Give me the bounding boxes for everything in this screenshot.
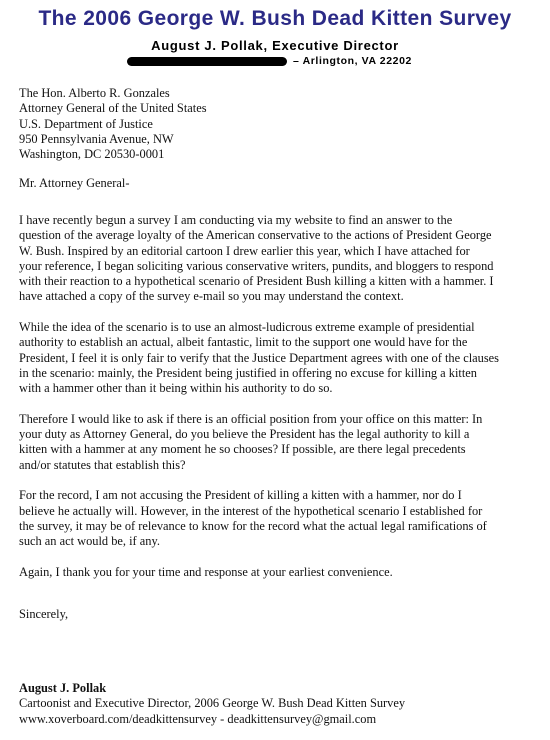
recipient-line: Attorney General of the United States xyxy=(19,101,207,116)
body-line: the survey, it may be of relevance to know for the record what the actual legal ramifications of xyxy=(19,518,487,533)
body-line: question of the average loyalty of the American conservative to the actions of President George xyxy=(19,228,492,243)
body-paragraph-5 xyxy=(19,565,534,580)
body-line: W. Bush. Inspired by an editorial cartoon I drew earlier this year, which I have attached for xyxy=(19,243,470,258)
body-paragraph-2 xyxy=(19,320,534,396)
body-line: with their reaction to a hypothetical scenario of President Bush killing a kitten with a hammer. I xyxy=(19,274,494,289)
body-line: Again, I thank you for your time and response at your earliest convenience. xyxy=(19,564,393,579)
letterhead-title: The 2006 George W. Bush Dead Kitten Survey xyxy=(38,7,512,30)
salutation: Mr. Attorney General- xyxy=(19,176,130,190)
body-line: in the scenario: mainly, the President being justified in offering no excuse for killing a kitten xyxy=(19,365,477,380)
recipient-line: Washington, DC 20530-0001 xyxy=(19,147,165,162)
body-paragraph-1 xyxy=(19,213,534,305)
body-line: For the record, I am not accusing the President of killing a kitten with a hammer, nor do I xyxy=(19,488,462,503)
recipient-line: 950 Pennsylvania Avenue, NW xyxy=(19,131,174,146)
body-line: I have recently begun a survey I am conducting via my website to find an answer to the xyxy=(19,213,453,227)
signature-block xyxy=(19,681,534,727)
body-line: President, I feel it is only fair to verify that the Justice Department agrees with one of the clauses xyxy=(19,350,499,365)
body-line: believe he actually will. However, in the interest of the hypothetical scenario I established for xyxy=(19,503,483,518)
letterhead-address xyxy=(127,55,547,71)
body-line: and/or statutes that establish this? xyxy=(19,457,186,472)
letterhead-city: – Arlington, VA 22202 xyxy=(293,55,412,68)
body-paragraph-4 xyxy=(19,488,534,549)
recipient-line: U.S. Department of Justice xyxy=(19,116,153,131)
body-line: such an act would be, if any. xyxy=(19,534,160,549)
body-line: Therefore I would like to ask if there is an official position from your office on this matter: In xyxy=(19,411,483,426)
body-line: While the idea of the scenario is to use an almost-ludicrous extreme example of presidential xyxy=(19,320,475,335)
redacted-street-bar xyxy=(127,57,287,66)
body-line: have attached a copy of the survey e-mail so you may understand the context. xyxy=(19,289,404,304)
closing: Sincerely, xyxy=(19,607,69,621)
body-line: with a hammer other than it being within his authority to do so. xyxy=(19,381,333,396)
letterhead-director: August J. Pollak, Executive Director xyxy=(151,38,399,53)
body-line: kitten with a hammer at any moment he so chooses? If possible, are there legal precedents xyxy=(19,442,466,457)
body-paragraph-3 xyxy=(19,412,534,473)
recipient-address-block xyxy=(19,86,529,162)
body-line: authority to establish an actual, albeit fantastic, limit to the support one would have for the xyxy=(19,335,468,350)
letter-body xyxy=(19,213,534,595)
recipient-line: The Hon. Alberto R. Gonzales xyxy=(19,86,170,100)
body-line: your reference, I began soliciting various conservative writers, pundits, and bloggers to respond xyxy=(19,258,494,273)
signature-name: August J. Pollak xyxy=(19,681,107,695)
signature-title: Cartoonist and Executive Director, 2006 George W. Bush Dead Kitten Survey xyxy=(19,696,406,711)
body-line: your duty as Attorney General, do you believe the President has the legal authority to kill a xyxy=(19,427,470,442)
signature-contact: www.xoverboard.com/deadkittensurvey - deadkittensurvey@gmail.com xyxy=(19,711,377,726)
